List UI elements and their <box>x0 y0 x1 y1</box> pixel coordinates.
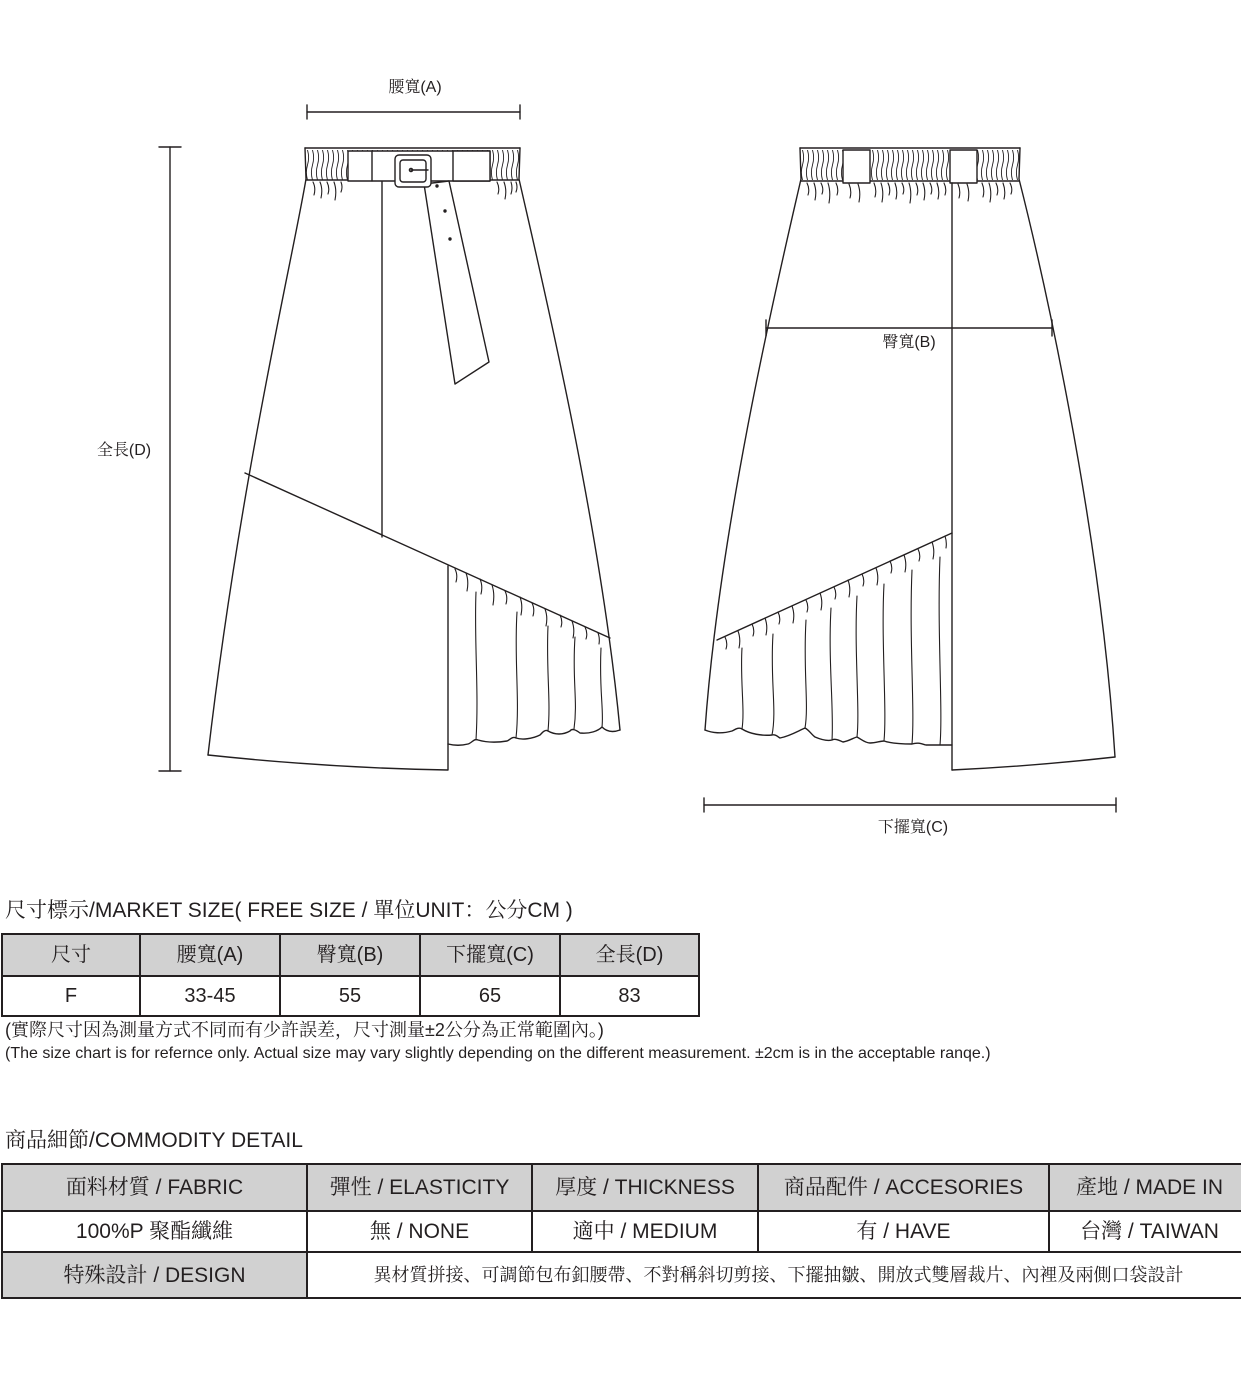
front-right-side-seam <box>519 148 620 730</box>
back-ruffle-hem <box>705 728 952 745</box>
size-value-hip: 55 <box>280 976 420 1016</box>
detail-value-thickness: 適中 / MEDIUM <box>532 1211 758 1252</box>
detail-value-fabric: 100%P 聚酯纖維 <box>2 1211 307 1252</box>
size-header-hem: 下擺寬(C) <box>420 934 560 976</box>
detail-value-accessories: 有 / HAVE <box>758 1211 1049 1252</box>
design-row <box>2 1252 1241 1298</box>
size-table-row <box>2 976 699 1016</box>
size-header-hip: 臀寬(B) <box>280 934 420 976</box>
hip-width-label: 臀寬(B) <box>882 334 936 351</box>
back-hem-right <box>952 757 1115 770</box>
front-diagonal-seam <box>245 473 610 638</box>
detail-header-fabric: 面料材質 / FABRIC <box>2 1164 307 1211</box>
front-view-skirt <box>208 148 620 770</box>
belt-hole <box>448 237 451 240</box>
size-header-length: 全長(D) <box>560 934 699 976</box>
back-ruffle-gathers <box>725 536 946 649</box>
front-left-side-seam <box>208 148 306 755</box>
back-belt-loop-right <box>950 150 977 183</box>
design-label: 特殊設計 / DESIGN <box>2 1252 307 1298</box>
design-value: 異材質拼接、可調節包布釦腰帶、不對稱斜切剪接、下擺抽皺、開放式雙層裁片、內裡及兩側口袋設計 <box>307 1252 1241 1298</box>
back-waist-gathers <box>807 183 1012 203</box>
detail-header-row <box>2 1164 1241 1211</box>
back-left-side-seam <box>705 148 801 730</box>
size-table-header-row <box>2 934 699 976</box>
detail-header-made-in: 產地 / MADE IN <box>1049 1164 1241 1211</box>
front-ruffle-gathers <box>455 569 599 644</box>
size-header-size: 尺寸 <box>2 934 140 976</box>
back-belt-loop-left <box>843 150 870 183</box>
belt-loop <box>453 151 490 181</box>
detail-value-made-in: 台灣 / TAIWAN <box>1049 1211 1241 1252</box>
size-value-hem: 65 <box>420 976 560 1016</box>
commodity-detail-title: 商品細節/COMMODITY DETAIL <box>5 1129 303 1152</box>
back-waistband-elastic <box>801 150 1019 180</box>
size-note-chinese: (實際尺寸因為測量方式不同而有少許誤差，尺寸測量±2公分為正常範圍內。) <box>5 1020 604 1040</box>
size-note-english: (The size chart is for refernce only. Actual size may vary slightly depending on the different measurement. ±2cm is in the acceptable ranqe.) <box>5 1045 991 1062</box>
waist-width-label: 腰寬(A) <box>388 79 442 96</box>
commodity-detail-table <box>1 1163 1241 1299</box>
total-length-label: 全長(D) <box>96 442 152 459</box>
hem-dimension-line <box>704 798 1116 812</box>
back-ruffle-folds <box>742 557 941 745</box>
size-chart-title: 尺寸標示/MARKET SIZE( FREE SIZE / 單位UNIT：公分CM ) <box>5 899 573 922</box>
size-table <box>1 933 700 1017</box>
belt-tail <box>424 181 489 384</box>
waist-dimension-line <box>307 105 520 119</box>
front-ruffle-hem <box>448 727 620 745</box>
detail-header-accessories: 商品配件 / ACCESORIES <box>758 1164 1049 1211</box>
length-dimension-line <box>159 147 181 771</box>
size-value-length: 83 <box>560 976 699 1016</box>
front-ruffle-folds <box>476 592 603 740</box>
hem-width-label: 下擺寬(C) <box>877 819 949 836</box>
front-belt <box>348 151 490 384</box>
size-value-size: F <box>2 976 140 1016</box>
detail-value-row <box>2 1211 1241 1252</box>
front-hem <box>208 566 448 770</box>
detail-header-elasticity: 彈性 / ELASTICITY <box>307 1164 532 1211</box>
size-value-waist: 33-45 <box>140 976 280 1016</box>
belt-hole <box>435 184 438 187</box>
detail-value-elasticity: 無 / NONE <box>307 1211 532 1252</box>
back-right-side-seam <box>1019 148 1115 757</box>
detail-header-thickness: 厚度 / THICKNESS <box>532 1164 758 1211</box>
back-view-skirt <box>705 148 1115 770</box>
size-header-waist: 腰寬(A) <box>140 934 280 976</box>
belt-hole <box>443 209 446 212</box>
